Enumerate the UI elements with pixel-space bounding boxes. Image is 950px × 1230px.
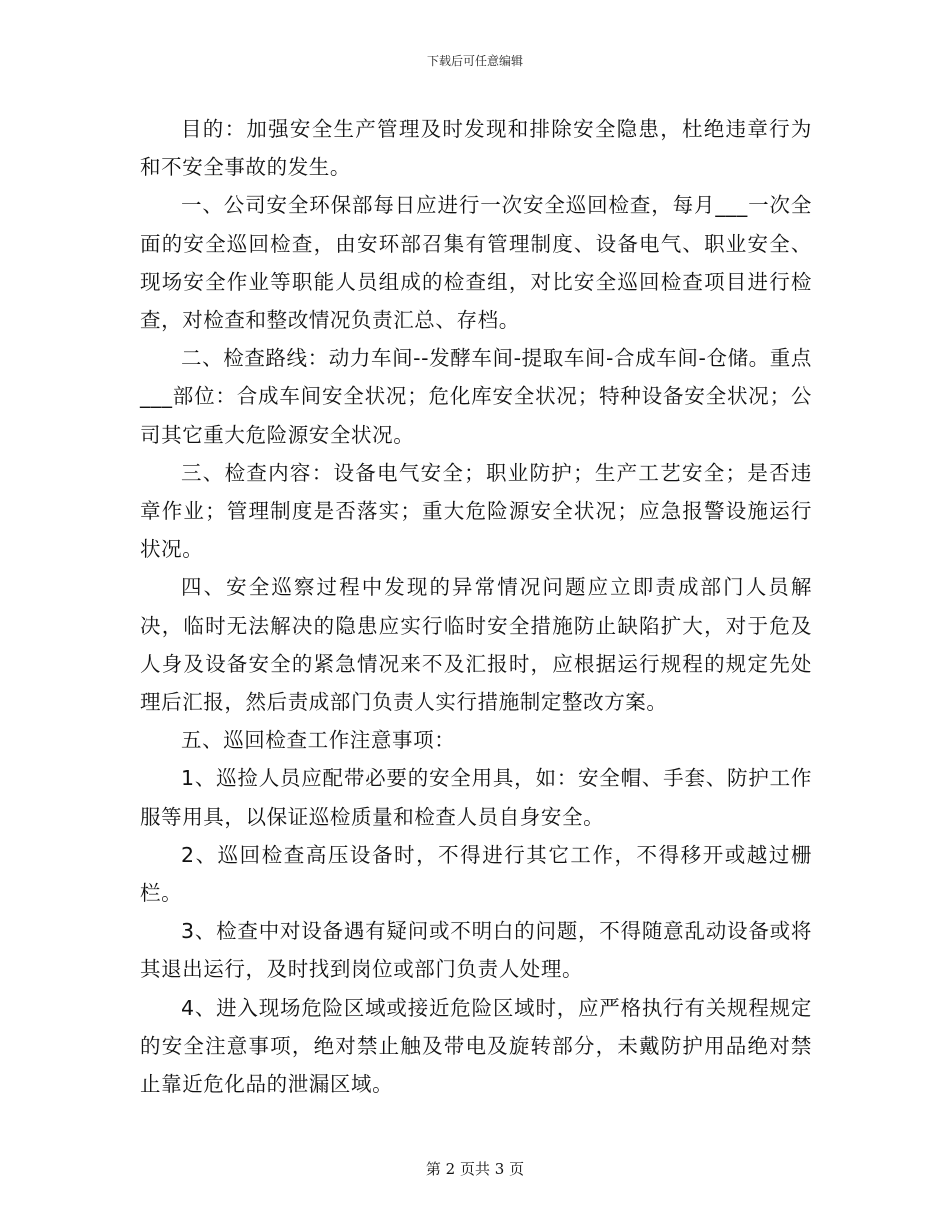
paragraph-section-3: 三、检查内容：设备电气安全；职业防护；生产工艺安全；是否违章作业；管理制度是否落实；重大危险源安全状况；应急报警设施运行状况。 — [140, 460, 812, 562]
paragraph-section-5-heading: 五、巡回检查工作注意事项： — [181, 728, 456, 753]
document-body — [140, 110, 812, 1103]
paragraph-item-2: 2、巡回检查高压设备时，不得进行其它工作，不得移开或越过栅栏。 — [140, 842, 812, 906]
page-footer: 第 2 页共 3 页 — [425, 1160, 525, 1178]
paragraph-item-4: 4、进入现场危险区域或接近危险区域时，应严格执行有关规程规定的安全注意事项，绝对禁止触及带电及旋转部分，未戴防护用品绝对禁止靠近危化品的泄漏区域。 — [140, 995, 812, 1097]
page-header: 下载后可任意编辑 — [426, 54, 523, 68]
paragraph-item-3: 3、检查中对设备遇有疑问或不明白的问题，不得随意乱动设备或将其退出运行，及时找到岗位或部门负责人处理。 — [140, 919, 812, 982]
paragraph-section-1: 一、公司安全环保部每日应进行一次安全巡回检查，每月___一次全面的安全巡回检查，由安环部召集有管理制度、设备电气、职业安全、现场安全作业等职能人员组成的检查组，对比安全巡回检查项目进行检查，对检查和整改情况负责汇总、存档。 — [140, 193, 812, 333]
paragraph-purpose: 目的：加强安全生产管理及时发现和排除安全隐患，杜绝违章行为和不安全事故的发生。 — [140, 117, 812, 180]
paragraph-section-2: 二、检查路线：动力车间--发酵车间-提取车间-合成车间-仓储。重点___部位：合成车间安全状况；危化库安全状况；特种设备安全状况；公司其它重大危险源安全状况。 — [140, 346, 812, 447]
paragraph-section-4: 四、安全巡察过程中发现的异常情况问题应立即责成部门人员解决，临时无法解决的隐患应实行临时安全措施防止缺陷扩大，对于危及人身及设备安全的紧急情况来不及汇报时，应根据运行规程的规定先处理后汇报，然后责成部门负责人实行措施制定整改方案。 — [140, 575, 812, 715]
paragraph-item-1: 1、巡捡人员应配带必要的安全用具，如：安全帽、手套、防护工作服等用具，以保证巡检质量和检查人员自身安全。 — [140, 766, 812, 829]
